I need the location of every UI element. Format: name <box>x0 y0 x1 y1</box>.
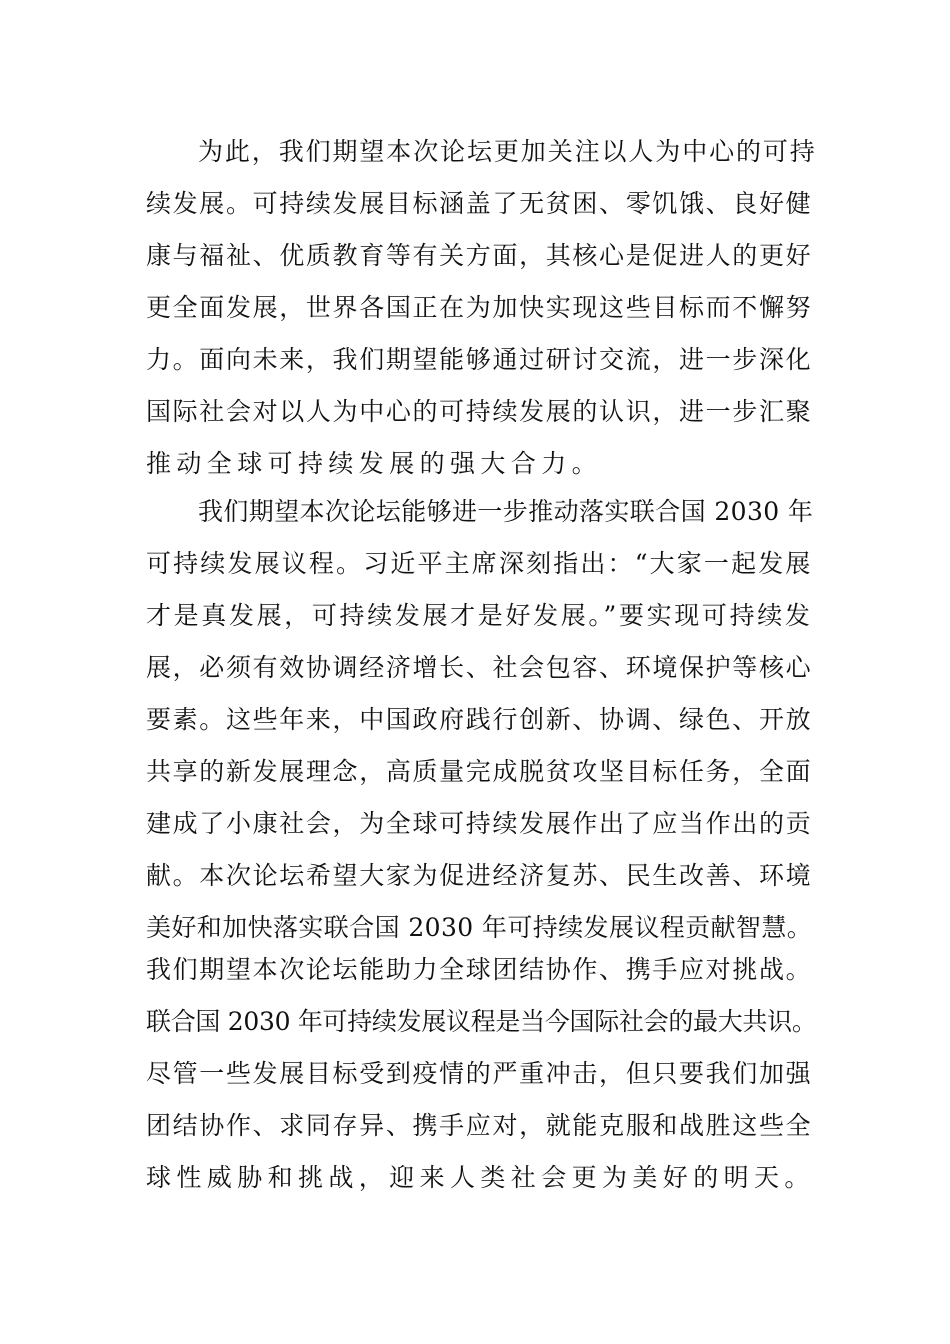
paragraph-line: 美好和加快落实联合国 2030 年可持续发展议程贡献智慧。 <box>146 913 813 942</box>
paragraph-line: 我们期望本次论坛能助力全球团结协作、携手应对挑战。 <box>146 955 813 984</box>
paragraph-line: 国际社会对以人为中心的可持续发展的认识，进一步汇聚 <box>146 397 813 426</box>
paragraph-1 <box>146 126 818 490</box>
paragraph-line: 续发展。可持续发展目标涵盖了无贫困、零饥饿、良好健 <box>146 189 813 218</box>
paragraph-line: 力。面向未来，我们期望能够通过研讨交流，进一步深化 <box>146 345 813 374</box>
paragraph-line: 我们期望本次论坛能够进一步推动落实联合国 2030 年 <box>198 497 814 526</box>
paragraph-line: 展，必须有效协调经济增长、社会包容、环境保护等核心 <box>146 653 813 682</box>
paragraph-line: 共享的新发展理念，高质量完成脱贫攻坚目标任务，全面 <box>146 757 813 786</box>
paragraph-line: 团结协作、求同存异、携手应对，就能克服和战胜这些全 <box>146 1111 813 1140</box>
paragraph-line: 才是真发展，可持续发展才是好发展。”要实现可持续发 <box>146 601 813 630</box>
paragraph-line: 为此，我们期望本次论坛更加关注以人为中心的可持 <box>198 137 817 166</box>
paragraph-line: 推动全球可持续发展的强大合力。 <box>146 449 603 478</box>
paragraph-3 <box>146 944 818 1204</box>
paragraph-2 <box>146 486 818 954</box>
paragraph-line: 可持续发展议程。习近平主席深刻指出：“大家一起发展 <box>146 549 813 578</box>
paragraph-line: 建成了小康社会，为全球可持续发展作出了应当作出的贡 <box>146 809 813 838</box>
paragraph-line: 联合国 2030 年可持续发展议程是当今国际社会的最大共识。 <box>146 1007 817 1036</box>
paragraph-line: 球性威胁和挑战，迎来人类社会更为美好的明天。 <box>146 1163 815 1192</box>
paragraph-line: 康与福祉、优质教育等有关方面，其核心是促进人的更好 <box>146 241 813 270</box>
paragraph-line: 献。本次论坛希望大家为促进经济复苏、民生改善、环境 <box>146 861 813 890</box>
paragraph-line: 要素。这些年来，中国政府践行创新、协调、绿色、开放 <box>146 705 813 734</box>
paragraph-line: 尽管一些发展目标受到疫情的严重冲击，但只要我们加强 <box>146 1059 813 1088</box>
paragraph-line: 更全面发展，世界各国正在为加快实现这些目标而不懈努 <box>146 293 813 322</box>
